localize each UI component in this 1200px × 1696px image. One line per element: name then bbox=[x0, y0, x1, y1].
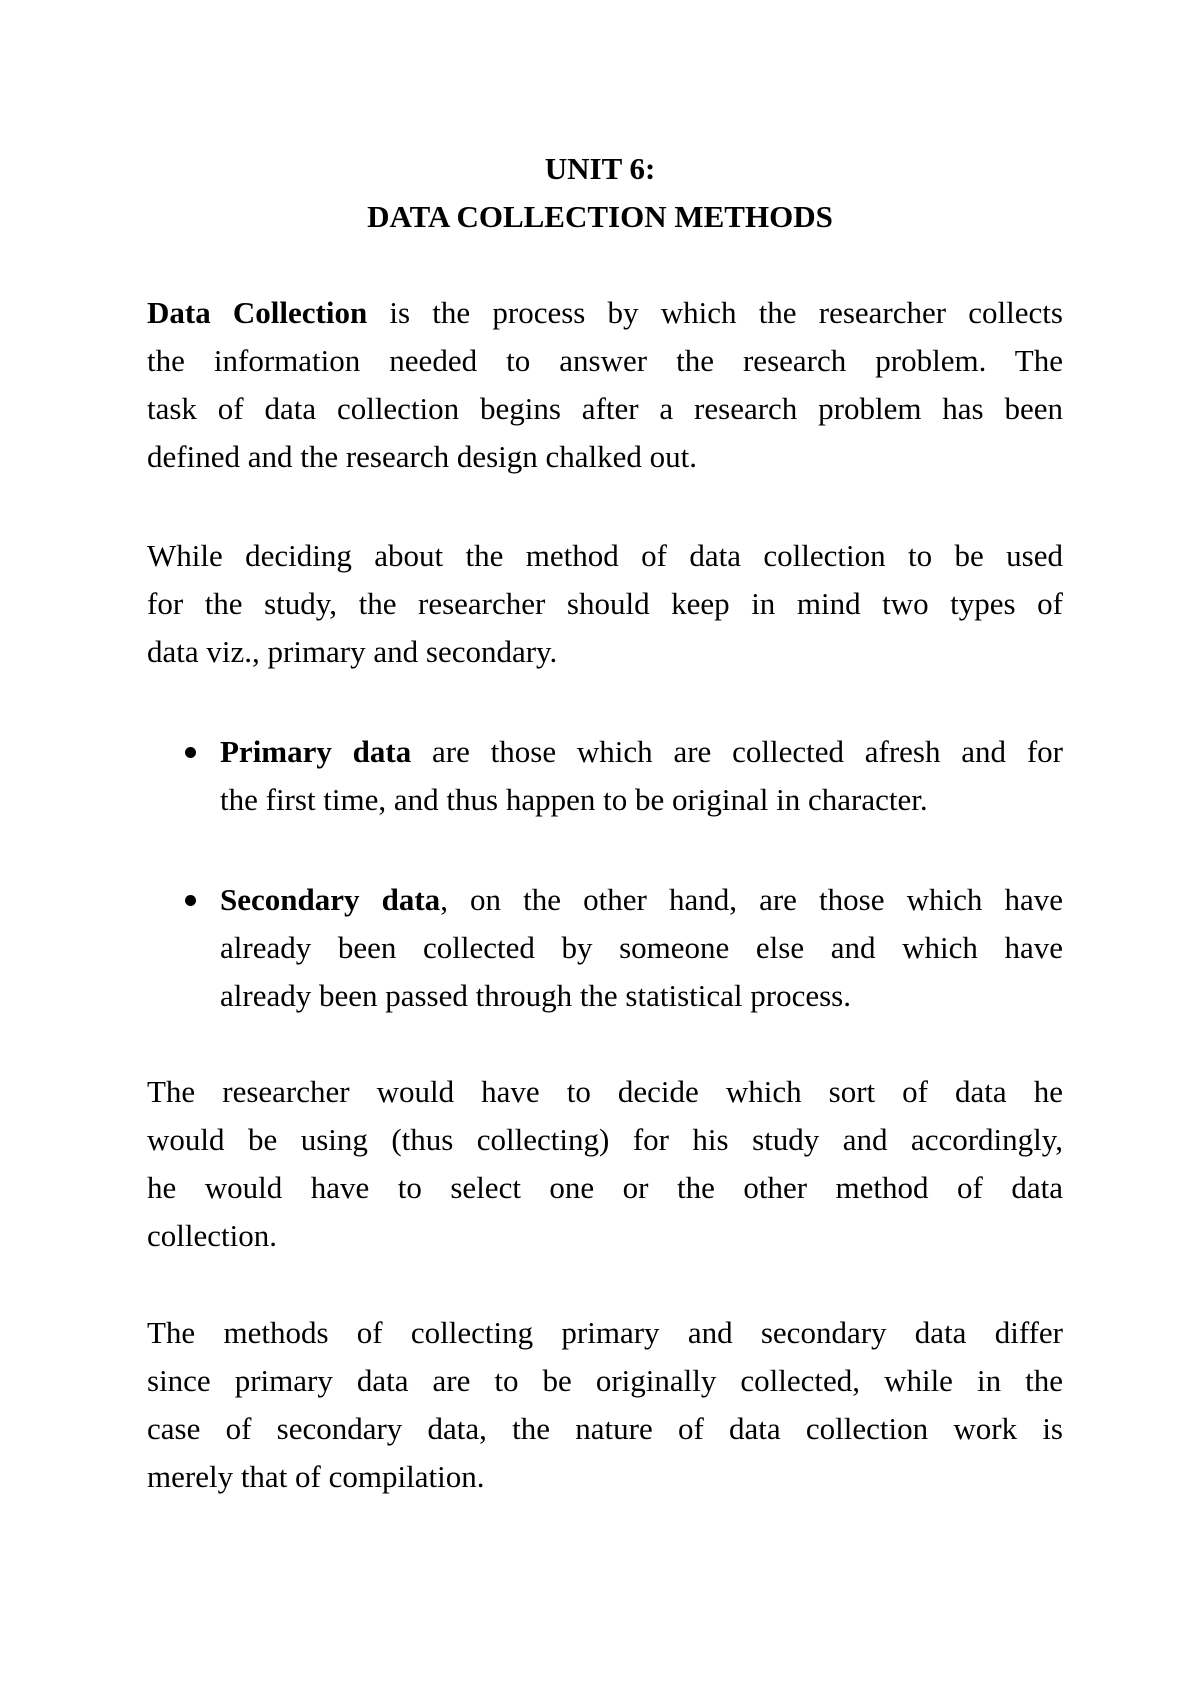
page-title: DATA COLLECTION METHODS bbox=[367, 199, 833, 234]
paragraph-definition bbox=[147, 289, 1063, 481]
bullet-secondary-data bbox=[220, 876, 1063, 1020]
bullet-primary-data bbox=[220, 728, 1063, 824]
text-line: merely that of compilation. bbox=[147, 1459, 485, 1494]
bullet-icon bbox=[185, 747, 196, 758]
text-line: The methods of collecting primary and secondary data differ bbox=[147, 1315, 1063, 1350]
bullet-icon bbox=[185, 895, 196, 906]
text-line: already been collected by someone else and which have bbox=[220, 930, 1063, 965]
text-line: the information needed to answer the research problem. The bbox=[147, 343, 1063, 378]
text-line: would be using (thus collecting) for his study and accordingly, bbox=[147, 1122, 1063, 1157]
unit-heading: UNIT 6: bbox=[544, 151, 656, 186]
paragraph-choice bbox=[147, 1068, 1063, 1260]
text-line: already been passed through the statistical process. bbox=[220, 978, 851, 1013]
term-primary-data: Primary data bbox=[220, 734, 412, 769]
term-secondary-data: Secondary data bbox=[220, 882, 441, 917]
text-line: is the process by which the researcher collects bbox=[367, 295, 1063, 330]
text-line: , on the other hand, are those which have bbox=[440, 882, 1063, 917]
text-line: collection. bbox=[147, 1218, 277, 1253]
text-line: The researcher would have to decide which sort of data he bbox=[147, 1074, 1063, 1109]
term-data-collection: Data Collection bbox=[147, 295, 368, 330]
text-line: task of data collection begins after a research problem has been bbox=[147, 391, 1063, 426]
text-line: are those which are collected afresh and for bbox=[411, 734, 1063, 769]
text-line: data viz., primary and secondary. bbox=[147, 634, 558, 669]
text-line: the first time, and thus happen to be original in character. bbox=[220, 782, 928, 817]
text-line: defined and the research design chalked out. bbox=[147, 439, 698, 474]
paragraph-methods bbox=[147, 1309, 1063, 1501]
text-line: While deciding about the method of data collection to be used bbox=[147, 538, 1063, 573]
text-line: case of secondary data, the nature of data collection work is bbox=[147, 1411, 1063, 1446]
text-line: for the study, the researcher should keep in mind two types of bbox=[147, 586, 1063, 621]
paragraph-types bbox=[147, 532, 1063, 676]
text-line: since primary data are to be originally collected, while in the bbox=[147, 1363, 1063, 1398]
text-line: he would have to select one or the other method of data bbox=[147, 1170, 1063, 1205]
